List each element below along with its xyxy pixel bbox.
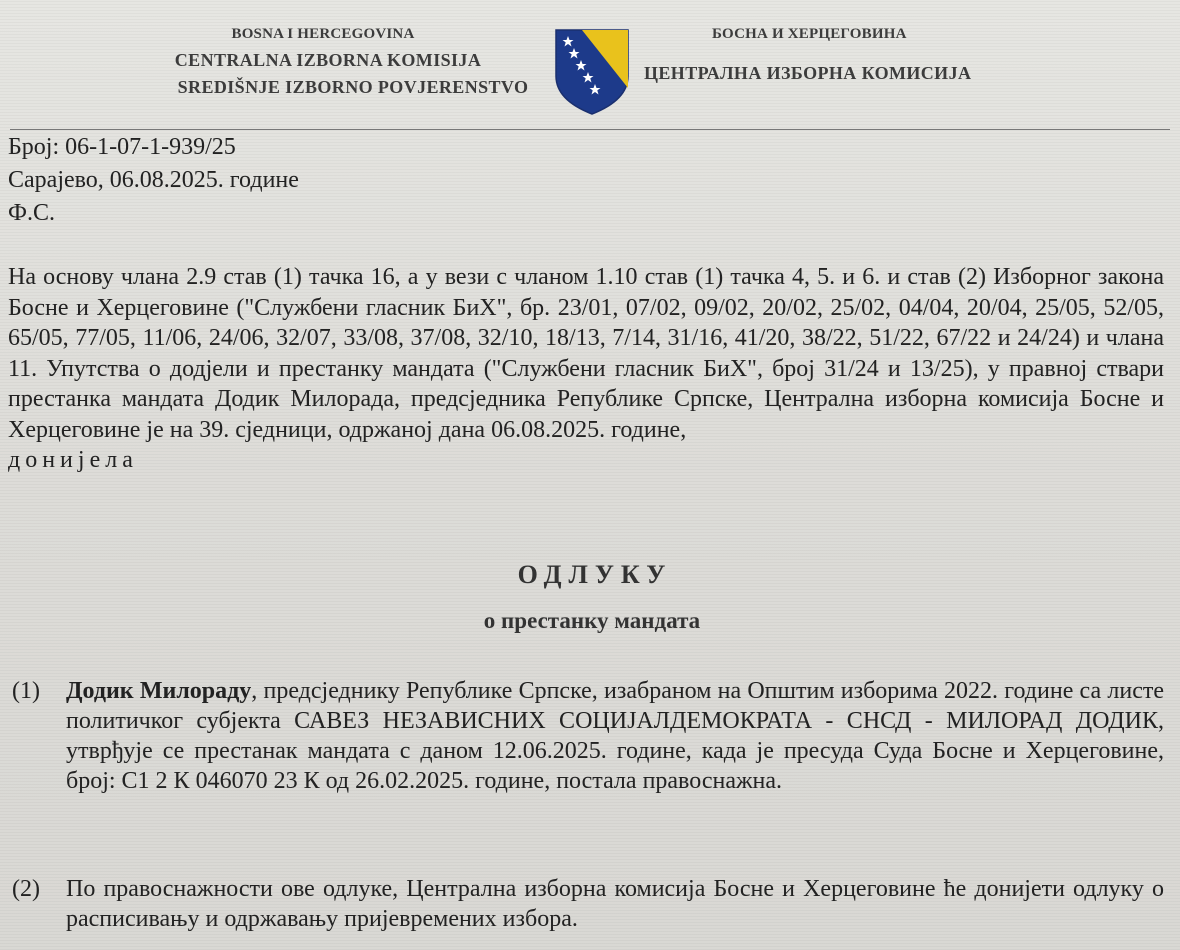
header-country-cyrillic: БОСНА И ХЕРЦЕГОВИНА	[712, 26, 907, 42]
item-number: (2)	[12, 876, 40, 902]
item-body: , предсједнику Републике Српске, изабраном на Општим изборима 2022. године са листе политичког субјекта САВЕЗ НЕЗАВИСНИХ СОЦИЈАЛДЕМОКРАТА - СНСД - МИЛОРАД ДОДИК, утврђује се престанак мандата с даном 12.06.2025. године, када је пресуда Суда Босне и Херцеговине, број: С1 2 К 046070 23 К од 26.02.2025. године, постала правоснажна.	[66, 678, 1164, 794]
item-number: (1)	[12, 678, 40, 704]
header-divider	[10, 129, 1170, 130]
preamble-paragraph	[8, 262, 1164, 476]
header-commission-croatian: SREDIŠNJE IZBORNO POVJERENSTVO	[177, 77, 529, 97]
item-body: По правоснажности ове одлуке, Централна изборна комисија Босне и Херцеговине ће донијети одлуку о расписивању и одржавању пријевремених избора.	[66, 876, 1164, 932]
bih-coat-of-arms-icon	[552, 26, 632, 116]
item-text	[66, 874, 1164, 934]
decision-item	[12, 874, 1164, 934]
header-country-latin: BOSNA I HERCEGOVINA	[231, 26, 415, 42]
document-number: Број: 06-1-07-1-939/25	[8, 134, 236, 160]
document-place-date: Сарајево, 06.08.2025. године	[8, 167, 299, 193]
item-person-name: Додик Милораду	[66, 678, 252, 704]
header-cyrillic	[640, 26, 1030, 84]
header-commission-latin: CENTRALNA IZBORNA KOMISIJA	[174, 50, 482, 70]
decision-subtitle: о престанку мандата	[483, 608, 701, 633]
decision-title: ОДЛУКУ	[517, 560, 673, 589]
header-latin	[150, 26, 556, 98]
header-commission-cyrillic: ЦЕНТРАЛНА ИЗБОРНА КОМИСИЈА	[644, 63, 972, 83]
preamble-closing: донијела	[8, 447, 138, 473]
decision-item	[12, 676, 1164, 796]
document-initials: Ф.С.	[8, 200, 55, 226]
preamble-text: На основу члана 2.9 став (1) тачка 16, а у вези с чланом 1.10 став (1) тачка 4, 5. и 6. и став (2) Изборног закона Босне и Херцеговине ("Службени гласник БиХ", бр. 23/01, 07/02, 09/02, 20/02, 25/02, 04/04, 20/04, 25/05, 52/05, 65/05, 77/05, 11/06, 24/06, 32/07, 33/08, 37/08, 32/10, 18/13, 7/14, 31/16, 41/20, 38/22, 51/22, 67/22 и 24/24) и члана 11. Упутства о додјели и престанку мандата ("Службени гласник БиХ", број 31/24 и 13/25), у правној ствари престанка мандата Додик Милорада, предсједника Републике Српске, Централна изборна комисија Босне и Херцеговине је на 39. сједници, одржаној дана 06.08.2025. године,	[8, 264, 1164, 443]
item-text	[66, 676, 1164, 796]
